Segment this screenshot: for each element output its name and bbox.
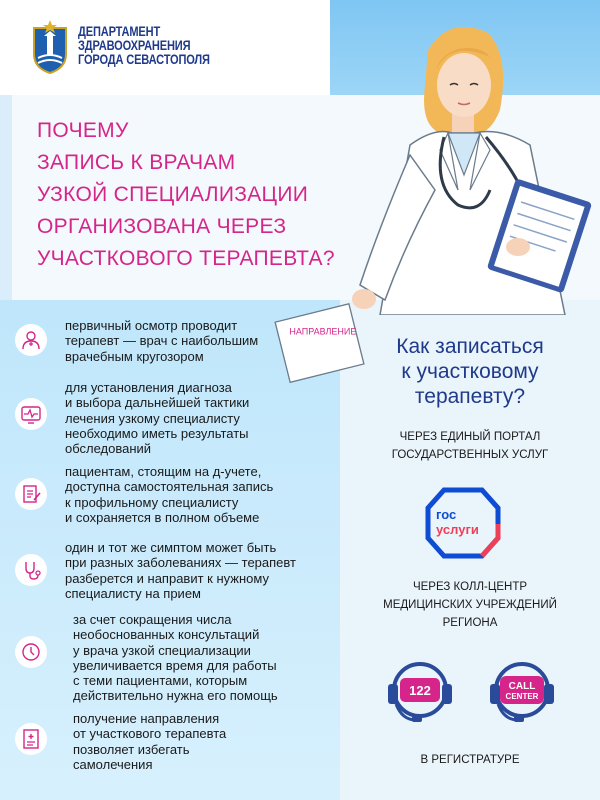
reason-line: за счет сокращения числа bbox=[73, 612, 232, 627]
question-line: ПОЧЕМУ bbox=[37, 119, 129, 142]
doctor-illustration bbox=[340, 15, 600, 315]
reason-item bbox=[15, 464, 273, 525]
reason-line: при разных заболеваниях — терапевт bbox=[65, 555, 296, 571]
reason-text bbox=[65, 380, 249, 456]
reason-line: и выбора дальнейшей тактики bbox=[65, 395, 250, 411]
phone-number: 122 bbox=[409, 683, 431, 698]
reason-line: врачебным кругозором bbox=[65, 348, 204, 364]
logo-line-3: ГОРОДА СЕВАСТОПОЛЯ bbox=[78, 52, 210, 67]
call-center-icon[interactable] bbox=[482, 652, 562, 732]
reason-line: увеличивается время для работы bbox=[73, 657, 277, 673]
reason-item bbox=[15, 318, 258, 364]
call-label-2: CENTER bbox=[505, 692, 539, 701]
reason-line: специалисту на прием bbox=[65, 585, 201, 601]
caption-line: МЕДИЦИНСКИХ УЧРЕЖДЕНИЙ bbox=[383, 599, 557, 611]
document-pen-icon bbox=[15, 478, 47, 510]
question-band-accent bbox=[0, 95, 12, 300]
phone-122-icon[interactable] bbox=[380, 652, 460, 732]
reason-line: от участкового терапевта bbox=[73, 726, 227, 742]
reason-line: к профильному специалисту bbox=[65, 494, 239, 510]
department-logo bbox=[30, 18, 239, 74]
gosuslugi-top: гос bbox=[436, 507, 457, 522]
reason-line: действительно нужна его помощь bbox=[73, 688, 278, 704]
heading-line: терапевту? bbox=[414, 385, 526, 408]
question-line: УЧАСТКОВОГО ТЕРАПЕВТА? bbox=[37, 247, 335, 270]
reason-line: один и тот же симптом может быть bbox=[65, 540, 277, 555]
main-question-heading bbox=[37, 115, 367, 275]
logo-line-1: ДЕПАРТАМЕНТ bbox=[78, 24, 161, 39]
question-line: ЗАПИСЬ К ВРАЧАМ bbox=[37, 151, 236, 174]
referral-paper-icon bbox=[270, 300, 370, 390]
stethoscope-icon bbox=[15, 554, 47, 586]
reason-line: обследований bbox=[65, 441, 152, 457]
ecg-monitor-icon bbox=[15, 398, 47, 430]
reason-item bbox=[15, 711, 226, 772]
reason-item bbox=[15, 612, 278, 704]
callcenter-caption bbox=[345, 578, 595, 632]
gosuslugi-bottom: услуги bbox=[436, 522, 479, 537]
reason-item bbox=[15, 380, 249, 456]
reason-text bbox=[65, 464, 273, 525]
reason-text bbox=[65, 540, 296, 601]
reason-line: пациентам, стоящим на д-учете, bbox=[65, 464, 262, 479]
caption-line: В РЕГИСТРАТУРЕ bbox=[420, 754, 520, 766]
reason-text bbox=[73, 612, 278, 704]
reason-item bbox=[15, 540, 296, 601]
call-label-1: CALL bbox=[508, 681, 536, 692]
reason-line: разберется и направит к нужному bbox=[65, 570, 269, 586]
reason-line: у врача узкой специализации bbox=[73, 642, 251, 658]
reason-text bbox=[73, 711, 226, 772]
reason-line: и сохраняется в полном объеме bbox=[65, 509, 260, 525]
caption-line: ГОСУДАРСТВЕННЫХ УСЛУГ bbox=[391, 449, 549, 461]
reason-line: самолечения bbox=[73, 756, 153, 772]
sevastopol-crest-icon bbox=[30, 18, 70, 74]
portal-caption bbox=[345, 428, 595, 464]
reason-line: необоснованных консультаций bbox=[73, 627, 260, 643]
caption-line: ЧЕРЕЗ КОЛЛ-ЦЕНТР bbox=[412, 581, 528, 593]
logo-line-2: ЗДРАВООХРАНЕНИЯ bbox=[78, 38, 191, 53]
how-to-register-heading bbox=[360, 334, 580, 409]
reason-line: доступна самостоятельная запись bbox=[65, 479, 274, 495]
department-name bbox=[78, 25, 239, 67]
caption-line: ЧЕРЕЗ ЕДИНЫЙ ПОРТАЛ bbox=[399, 431, 541, 443]
question-line: ОРГАНИЗОВАНА ЧЕРЕЗ bbox=[37, 215, 287, 238]
registry-caption bbox=[345, 751, 595, 769]
referral-label: НАПРАВЛЕНИЕ bbox=[289, 326, 357, 337]
reason-line: лечения узкому специалисту bbox=[65, 410, 240, 426]
clock-icon bbox=[15, 636, 47, 668]
reason-line: позволяет избегать bbox=[73, 741, 190, 757]
medical-document-icon bbox=[15, 723, 47, 755]
heading-line: Как записаться bbox=[396, 335, 544, 358]
doctor-icon bbox=[15, 324, 47, 356]
caption-line: РЕГИОНА bbox=[442, 617, 498, 629]
reason-line: получение направления bbox=[73, 711, 220, 726]
reason-line: с теми пациентами, которым bbox=[73, 673, 248, 689]
reason-text bbox=[65, 318, 258, 364]
reason-line: для установления диагноза bbox=[65, 380, 232, 395]
reason-line: необходимо иметь результаты bbox=[65, 425, 249, 441]
gosuslugi-logo[interactable] bbox=[424, 486, 502, 560]
question-line: УЗКОЙ СПЕЦИАЛИЗАЦИИ bbox=[37, 183, 309, 206]
reason-line: терапевт — врач с наибольшим bbox=[65, 333, 259, 349]
heading-line: к участковому bbox=[401, 360, 539, 383]
reason-line: первичный осмотр проводит bbox=[65, 318, 238, 333]
